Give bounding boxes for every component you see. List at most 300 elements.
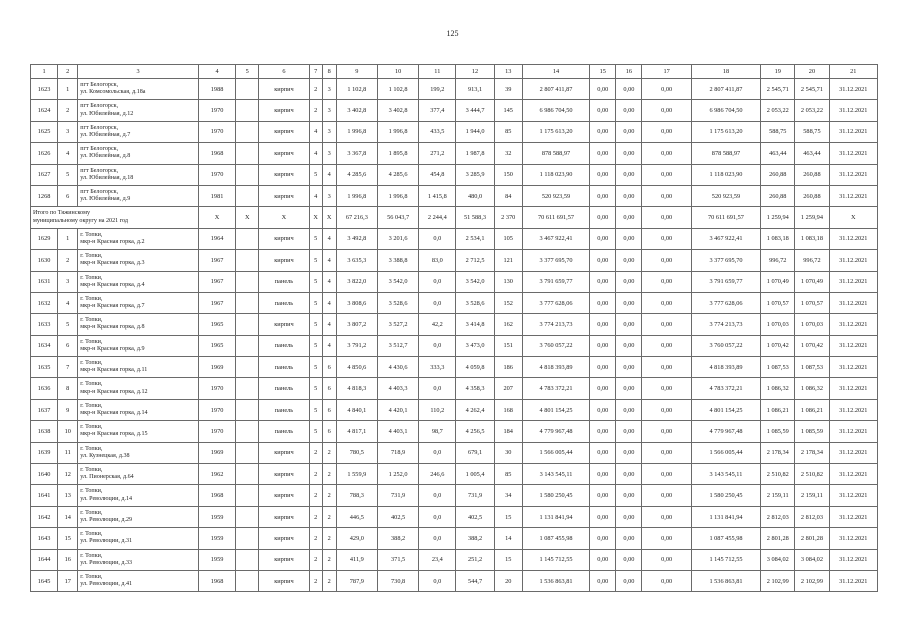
table-cell: 1 087,53 <box>795 357 829 378</box>
table-cell: 5 <box>309 228 322 249</box>
table-cell: 2 <box>322 549 336 570</box>
table-cell: 4 <box>309 143 322 164</box>
table-cell: 2 807 411,87 <box>691 79 760 100</box>
table-cell: 4 <box>322 250 336 271</box>
table-cell: кирпич <box>259 528 309 549</box>
table-cell: 3 084,02 <box>761 549 795 570</box>
table-cell: кирпич <box>259 314 309 335</box>
table-cell: 3 367,8 <box>336 143 377 164</box>
table-row <box>31 464 878 485</box>
table-cell: 0,0 <box>419 271 456 292</box>
table-cell: 996,72 <box>795 250 829 271</box>
table-cell: 1970 <box>198 399 235 420</box>
table-cell: 0,0 <box>419 442 456 463</box>
table-cell: 3 807,2 <box>336 314 377 335</box>
table-cell: 1623 <box>31 79 58 100</box>
table-cell: 3 542,0 <box>377 271 418 292</box>
table-cell: 0,0 <box>419 506 456 527</box>
table-cell: 1 566 005,44 <box>522 442 589 463</box>
table-cell <box>236 121 259 142</box>
table-body <box>31 79 878 592</box>
table-cell: г. Топки, ул. Революции, д.41 <box>78 570 199 591</box>
table-cell: 5 <box>309 314 322 335</box>
table-cell: 402,5 <box>377 506 418 527</box>
table-cell: 1967 <box>198 271 235 292</box>
table-cell <box>236 549 259 570</box>
table-cell: 23,4 <box>419 549 456 570</box>
table-cell: X <box>198 207 235 228</box>
table-cell: 0,00 <box>642 100 691 121</box>
table-cell: 679,1 <box>456 442 494 463</box>
table-cell: 1969 <box>198 442 235 463</box>
table-cell: 0,00 <box>616 314 642 335</box>
table-cell: 0,00 <box>590 528 616 549</box>
table-cell: 730,8 <box>377 570 418 591</box>
table-cell: 2 370 <box>494 207 522 228</box>
table-cell: пгт Белогорск, ул. Юбилейная, д.7 <box>78 121 199 142</box>
table-cell: пгт Белогорск, ул. Юбилейная, д.9 <box>78 185 199 206</box>
table-cell: 1 131 841,94 <box>691 506 760 527</box>
table-cell: 1634 <box>31 335 58 356</box>
table-cell: 3 774 213,73 <box>691 314 760 335</box>
column-header: 14 <box>522 65 589 79</box>
table-cell: 1645 <box>31 570 58 591</box>
table-cell: 6 <box>322 421 336 442</box>
table-cell: 31.12.2021 <box>829 570 877 591</box>
table-cell: 3 <box>322 100 336 121</box>
table-cell: 1643 <box>31 528 58 549</box>
table-cell: 4 <box>322 164 336 185</box>
table-cell: 388,2 <box>456 528 494 549</box>
table-cell: кирпич <box>259 250 309 271</box>
table-cell: 0,0 <box>419 528 456 549</box>
table-cell: 388,2 <box>377 528 418 549</box>
table-cell: 7 <box>58 357 78 378</box>
table-cell: 1 <box>58 228 78 249</box>
table-cell: 0,0 <box>419 335 456 356</box>
column-number-header <box>31 65 878 79</box>
table-cell: 0,0 <box>419 228 456 249</box>
table-cell: 2 <box>309 79 322 100</box>
table-cell: 1639 <box>31 442 58 463</box>
table-cell: 0,00 <box>642 378 691 399</box>
table-cell: 0,00 <box>616 528 642 549</box>
table-cell: 4 430,6 <box>377 357 418 378</box>
table-cell: панель <box>259 292 309 313</box>
table-cell: 2 <box>309 549 322 570</box>
table-row <box>31 228 878 249</box>
table-cell: 3 528,6 <box>377 292 418 313</box>
table-cell: 1 087,53 <box>761 357 795 378</box>
table-cell: 0,00 <box>616 421 642 442</box>
table-cell: 0,00 <box>642 228 691 249</box>
table-row <box>31 442 878 463</box>
table-cell: 0,00 <box>590 464 616 485</box>
table-row <box>31 292 878 313</box>
table-cell: 4 <box>58 143 78 164</box>
table-cell: 2 712,5 <box>456 250 494 271</box>
table-cell: 429,0 <box>336 528 377 549</box>
table-row <box>31 399 878 420</box>
table-cell: 4 818,3 <box>336 378 377 399</box>
column-header: 4 <box>198 65 235 79</box>
table-cell: 0,00 <box>616 485 642 506</box>
table-cell: 145 <box>494 100 522 121</box>
table-cell: 2 <box>322 506 336 527</box>
table-cell: 0,00 <box>590 185 616 206</box>
table-cell: 3 <box>322 143 336 164</box>
table-cell: 4 801 154,25 <box>691 399 760 420</box>
table-cell: 0,00 <box>616 506 642 527</box>
table-cell: 3 808,6 <box>336 292 377 313</box>
table-cell: 3 635,3 <box>336 250 377 271</box>
table-cell: кирпич <box>259 79 309 100</box>
table-cell: 1 102,8 <box>336 79 377 100</box>
table-cell: 2 159,11 <box>761 485 795 506</box>
table-cell: г. Топки, мкр-н Красная горка, д.15 <box>78 421 199 442</box>
table-cell: 2 801,28 <box>761 528 795 549</box>
table-cell: г. Топки, ул. Революции, д.14 <box>78 485 199 506</box>
table-cell: кирпич <box>259 100 309 121</box>
table-cell: 0,00 <box>590 357 616 378</box>
table-cell: 2 812,03 <box>795 506 829 527</box>
table-cell: г. Топки, мкр-н Красная горка, д.14 <box>78 399 199 420</box>
table-cell: 5 <box>58 314 78 335</box>
table-cell: 3 414,8 <box>456 314 494 335</box>
table-cell: кирпич <box>259 228 309 249</box>
table-cell: 1625 <box>31 121 58 142</box>
table-cell: 3 822,0 <box>336 271 377 292</box>
table-cell: 402,5 <box>456 506 494 527</box>
table-cell: 3 473,0 <box>456 335 494 356</box>
table-cell: 1965 <box>198 314 235 335</box>
table-cell: 0,00 <box>616 143 642 164</box>
table-cell: 2 <box>309 442 322 463</box>
table-cell: 4 779 967,48 <box>691 421 760 442</box>
table-cell: 1970 <box>198 164 235 185</box>
table-cell <box>236 143 259 164</box>
table-cell: 1 102,8 <box>377 79 418 100</box>
table-cell <box>236 442 259 463</box>
table-cell: 0,00 <box>642 549 691 570</box>
table-cell: 260,88 <box>795 164 829 185</box>
table-cell: X <box>829 207 877 228</box>
table-cell: 2 053,22 <box>761 100 795 121</box>
table-cell: 0,00 <box>590 442 616 463</box>
table-cell: 3 528,6 <box>456 292 494 313</box>
table-row <box>31 121 878 142</box>
table-cell: 70 611 691,57 <box>691 207 760 228</box>
total-label: Итого по Тяжинскому муниципальному округу на 2021 год <box>31 207 199 228</box>
table-cell: 20 <box>494 570 522 591</box>
table-row <box>31 250 878 271</box>
table-cell: 0,00 <box>642 442 691 463</box>
table-cell: 4 <box>309 185 322 206</box>
table-cell: 2 <box>58 250 78 271</box>
table-cell: 0,00 <box>590 250 616 271</box>
table-cell: 0,00 <box>642 399 691 420</box>
table-cell: кирпич <box>259 164 309 185</box>
table-cell: панель <box>259 399 309 420</box>
table-cell: 0,00 <box>642 528 691 549</box>
table-cell: 3 285,9 <box>456 164 494 185</box>
table-cell: 0,00 <box>616 100 642 121</box>
table-cell: 1981 <box>198 185 235 206</box>
table-cell: г. Топки, ул. Кузнецкая, д.38 <box>78 442 199 463</box>
table-cell: 0,00 <box>590 143 616 164</box>
table-cell: 1959 <box>198 549 235 570</box>
table-cell: 1 580 250,45 <box>522 485 589 506</box>
table-cell: 371,5 <box>377 549 418 570</box>
table-cell: 1959 <box>198 506 235 527</box>
table-cell <box>236 421 259 442</box>
table-cell: 0,00 <box>616 79 642 100</box>
table-cell <box>236 228 259 249</box>
table-cell: 31.12.2021 <box>829 228 877 249</box>
table-cell: 67 216,3 <box>336 207 377 228</box>
table-cell <box>236 506 259 527</box>
table-cell: 520 923,59 <box>522 185 589 206</box>
table-cell: 4 <box>322 271 336 292</box>
table-cell: 0,00 <box>590 207 616 228</box>
table-cell: 1 944,0 <box>456 121 494 142</box>
table-cell: 3 <box>322 121 336 142</box>
table-cell: 1 086,21 <box>795 399 829 420</box>
table-cell: 3 791 659,77 <box>691 271 760 292</box>
table-cell: 5 <box>309 292 322 313</box>
table-cell: 2 244,4 <box>419 207 456 228</box>
table-cell: 0,00 <box>590 228 616 249</box>
table-cell: 150 <box>494 164 522 185</box>
table-cell: 8 <box>58 378 78 399</box>
table-cell: 98,7 <box>419 421 456 442</box>
table-cell: 1624 <box>31 100 58 121</box>
table-cell: 1967 <box>198 292 235 313</box>
table-cell: пгт Белогорск, ул. Комсомольская, д.18а <box>78 79 199 100</box>
table-cell: кирпич <box>259 185 309 206</box>
table-cell: 1 252,0 <box>377 464 418 485</box>
table-cell: 6 <box>58 335 78 356</box>
table-cell: 14 <box>494 528 522 549</box>
table-cell: 11 <box>58 442 78 463</box>
column-header: 3 <box>78 65 199 79</box>
table-cell: 2 178,34 <box>795 442 829 463</box>
table-cell: 0,00 <box>616 357 642 378</box>
table-cell: 588,75 <box>795 121 829 142</box>
table-cell: 1 070,49 <box>761 271 795 292</box>
table-cell <box>236 100 259 121</box>
table-cell: 1642 <box>31 506 58 527</box>
table-cell: панель <box>259 335 309 356</box>
table-cell: 0,00 <box>616 570 642 591</box>
table-cell: 5 <box>309 399 322 420</box>
table-row <box>31 506 878 527</box>
table-cell: 0,00 <box>590 421 616 442</box>
table-cell: 31.12.2021 <box>829 378 877 399</box>
table-cell: 0,00 <box>642 570 691 591</box>
table-cell: 2 807 411,87 <box>522 79 589 100</box>
table-cell: 1968 <box>198 570 235 591</box>
table-cell: 1 996,8 <box>336 185 377 206</box>
table-cell: 260,88 <box>795 185 829 206</box>
table-cell: 0,00 <box>590 335 616 356</box>
table-cell: 6 986 704,50 <box>691 100 760 121</box>
table-cell: 1 259,94 <box>761 207 795 228</box>
table-cell: 4 358,3 <box>456 378 494 399</box>
table-cell: 5 <box>309 335 322 356</box>
table-cell: 34 <box>494 485 522 506</box>
table-cell: 2 510,82 <box>761 464 795 485</box>
table-cell: 2 053,22 <box>795 100 829 121</box>
table-cell: 271,2 <box>419 143 456 164</box>
table-cell: 31.12.2021 <box>829 314 877 335</box>
table-cell: 30 <box>494 442 522 463</box>
table-cell: 31.12.2021 <box>829 442 877 463</box>
table-cell: 5 <box>309 357 322 378</box>
table-cell: 2 178,34 <box>761 442 795 463</box>
table-row <box>31 185 878 206</box>
table-cell: 2 545,71 <box>761 79 795 100</box>
table-cell: 2 <box>322 442 336 463</box>
table-cell: 3 760 057,22 <box>691 335 760 356</box>
table-cell: 0,00 <box>590 271 616 292</box>
table-cell: 0,00 <box>642 185 691 206</box>
table-cell: кирпич <box>259 570 309 591</box>
table-cell: 1640 <box>31 464 58 485</box>
table-cell: 2 102,99 <box>761 570 795 591</box>
table-cell: 411,9 <box>336 549 377 570</box>
table-cell: панель <box>259 271 309 292</box>
column-header: 9 <box>336 65 377 79</box>
table-cell: пгт Белогорск, ул. Юбилейная, д.8 <box>78 143 199 164</box>
table-cell: 4 783 372,21 <box>691 378 760 399</box>
table-cell <box>236 464 259 485</box>
table-cell: 1968 <box>198 143 235 164</box>
table-cell: 251,2 <box>456 549 494 570</box>
table-cell: 1633 <box>31 314 58 335</box>
table-cell: 0,00 <box>642 506 691 527</box>
column-header: 19 <box>761 65 795 79</box>
table-row <box>31 485 878 506</box>
table-cell: 1 070,57 <box>795 292 829 313</box>
table-cell: 1965 <box>198 335 235 356</box>
table-cell: 0,00 <box>642 207 691 228</box>
table-cell: 0,00 <box>616 442 642 463</box>
table-cell: 0,00 <box>616 250 642 271</box>
table-cell: 4 779 967,48 <box>522 421 589 442</box>
table-cell: панель <box>259 378 309 399</box>
table-cell: 1988 <box>198 79 235 100</box>
table-cell: 1967 <box>198 250 235 271</box>
table-cell: 3 777 628,06 <box>522 292 589 313</box>
table-cell: 731,9 <box>377 485 418 506</box>
table-cell: 4 <box>322 228 336 249</box>
table-cell: 85 <box>494 464 522 485</box>
table-cell: 0,00 <box>590 292 616 313</box>
table-cell <box>236 528 259 549</box>
table-cell: 3 527,2 <box>377 314 418 335</box>
table-row <box>31 549 878 570</box>
table-cell: 1 085,59 <box>761 421 795 442</box>
table-cell: 1962 <box>198 464 235 485</box>
table-cell: 246,6 <box>419 464 456 485</box>
table-cell: 996,72 <box>761 250 795 271</box>
table-cell: 0,00 <box>590 79 616 100</box>
table-cell: 0,00 <box>642 121 691 142</box>
table-cell: 1268 <box>31 185 58 206</box>
table-cell: 3 143 545,11 <box>522 464 589 485</box>
column-header: 10 <box>377 65 418 79</box>
table-cell: 1644 <box>31 549 58 570</box>
table-cell: 16 <box>58 549 78 570</box>
table-cell: 1 580 250,45 <box>691 485 760 506</box>
table-cell: 2 159,11 <box>795 485 829 506</box>
table-cell: 1 131 841,94 <box>522 506 589 527</box>
table-cell: 5 <box>58 164 78 185</box>
table-cell: 3 <box>322 79 336 100</box>
table-cell: 5 <box>309 378 322 399</box>
table-row <box>31 143 878 164</box>
table-cell: 4 818 393,89 <box>522 357 589 378</box>
table-cell: 31.12.2021 <box>829 399 877 420</box>
table-cell: 2 <box>309 528 322 549</box>
table-cell: 1641 <box>31 485 58 506</box>
table-cell: кирпич <box>259 143 309 164</box>
table-cell <box>236 570 259 591</box>
table-cell: 0,00 <box>616 292 642 313</box>
table-cell: 463,44 <box>761 143 795 164</box>
table-row <box>31 570 878 591</box>
table-cell: 2 102,99 <box>795 570 829 591</box>
table-cell: 260,88 <box>761 185 795 206</box>
column-header: 18 <box>691 65 760 79</box>
table-cell <box>236 399 259 420</box>
table-cell: 0,00 <box>616 271 642 292</box>
table-cell: 0,00 <box>590 314 616 335</box>
table-cell: 2 510,82 <box>795 464 829 485</box>
table-cell: 0,00 <box>590 485 616 506</box>
table-cell: 83,0 <box>419 250 456 271</box>
table-cell: 1 070,57 <box>761 292 795 313</box>
table-cell: г. Топки, мкр-н Красная горка, д.12 <box>78 378 199 399</box>
table-cell: 3 201,6 <box>377 228 418 249</box>
column-header: 13 <box>494 65 522 79</box>
table-cell: 1630 <box>31 250 58 271</box>
table-row <box>31 378 878 399</box>
table-cell: 718,9 <box>377 442 418 463</box>
table-cell: 5 <box>309 271 322 292</box>
table-cell: 31.12.2021 <box>829 100 877 121</box>
table-cell <box>236 335 259 356</box>
table-cell: 1 070,42 <box>795 335 829 356</box>
table-cell: 0,00 <box>590 506 616 527</box>
table-cell: 15 <box>58 528 78 549</box>
table-cell: 0,00 <box>616 164 642 185</box>
column-header: 16 <box>616 65 642 79</box>
table-cell: 4 783 372,21 <box>522 378 589 399</box>
table-cell: 3 492,8 <box>336 228 377 249</box>
table-cell: 1 987,8 <box>456 143 494 164</box>
table-cell: 3 791,2 <box>336 335 377 356</box>
table-cell: 1632 <box>31 292 58 313</box>
table-cell: 9 <box>58 399 78 420</box>
table-cell: 1969 <box>198 357 235 378</box>
table-cell: 1 996,8 <box>336 121 377 142</box>
table-cell: г. Топки, мкр-н Красная горка, д.11 <box>78 357 199 378</box>
table-cell: 1 070,03 <box>795 314 829 335</box>
table-cell: 2 <box>309 464 322 485</box>
table-cell: 110,2 <box>419 399 456 420</box>
